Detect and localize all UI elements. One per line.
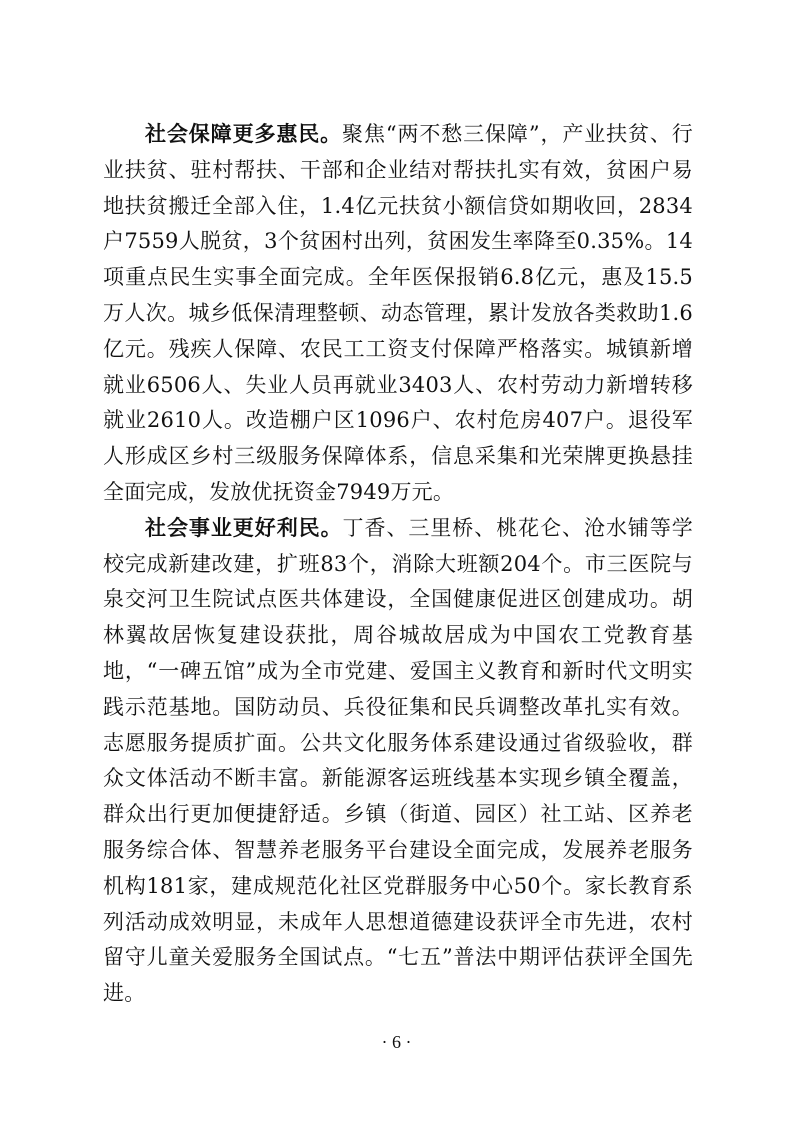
body-text — [103, 117, 693, 1012]
page-number: · 6 · — [381, 1032, 412, 1052]
paragraph-text: 聚焦“两不愁三保障”，产业扶贫、行业扶贫、驻村帮扶、干部和企业结对帮扶扎实有效，贫困户易地扶贫搬迁全部入住，1.4亿元扶贫小额信贷如期收回，2834户7559人脱贫，3个贫困村出列，贫困发生率降至0.35%。14项重点民生实事全面完成。全年医保报销6.8亿元，惠及15.5万人次。城乡低保清理整顿、动态管理，累计发放各类救助1.6亿元。残疾人保障、农民工工资支付保障严格落实。城镇新增就业6506人、失业人员再就业3403人、农村劳动力新增转移就业2610人。改造棚户区1096户、农村危房407户。退役军人形成区乡村三级服务保障体系，信息采集和光荣牌更换悬挂全面完成，发放优抚资金7949万元。 — [103, 122, 693, 504]
paragraph-social-undertakings — [103, 511, 693, 1012]
paragraph-heading: 社会保障更多惠民。 — [145, 122, 343, 146]
paragraph-text: 丁香、三里桥、桃花仑、沧水铺等学校完成新建改建，扩班83个，消除大班额204个。市三医院与泉交河卫生院试点医共体建设，全国健康促进区创建成功。胡林翼故居恢复建设获批，周谷城故居成为中国农工党教育基地，“一碑五馆”成为全市党建、爱国主义教育和新时代文明实践示范基地。国防动员、兵役征集和民兵调整改革扎实有效。志愿服务提质扩面。公共文化服务体系建设通过省级验收，群众文体活动不断丰富。新能源客运班线基本实现乡镇全覆盖，群众出行更加便捷舒适。乡镇（街道、园区）社工站、区养老服务综合体、智慧养老服务平台建设全面完成，发展养老服务机构181家，建成规范化社区党群服务中心50个。家长教育系列活动成效明显，未成年人思想道德建设获评全市先进，农村留守儿童关爱服务全国试点。“七五”普法中期评估获评全国先进。 — [103, 515, 693, 1006]
paragraph-social-security — [103, 117, 693, 511]
paragraph-heading: 社会事业更好利民。 — [145, 515, 343, 540]
